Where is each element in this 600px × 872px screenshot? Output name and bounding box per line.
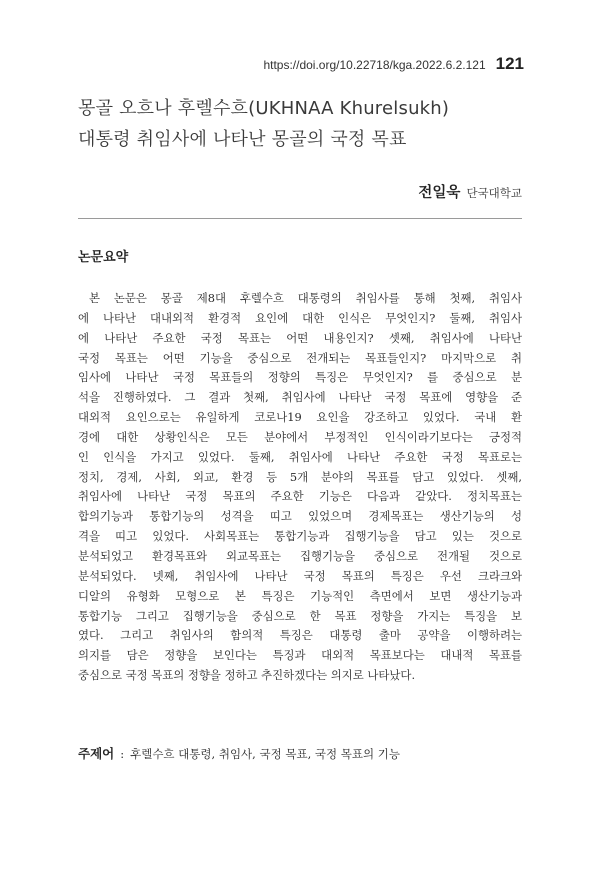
abstract-line: 정치, 경제, 사회, 외교, 환경 등 5개 분야의 목표를 담고 있었다. 셋째,: [78, 469, 522, 484]
abstract-body: [78, 289, 522, 686]
abstract-line: 취임사에 나타난 국정 목표의 주요한 기능은 다음과 같았다. 정치목표는: [78, 489, 522, 504]
abstract-line: 에 나타난 주요한 국정 목표는 어떤 내용인지? 셋째, 취임사에 나타난: [78, 330, 522, 345]
abstract-line: 에 나타난 대내외적 환경적 요인에 대한 인식은 무엇인지? 둘째, 취임사: [78, 310, 522, 325]
abstract-line: 경에 대한 상황인식은 모든 분야에서 부정적인 인식이라기보다는 긍정적: [78, 429, 522, 444]
author-affiliation: 단국대학교: [466, 186, 522, 200]
abstract-line: 인 인식을 가지고 있었다. 둘째, 취임사에 나타난 주요한 국정 목표로는: [78, 449, 522, 464]
title-line: 몽골 오흐나 후렐수흐(UKHNAA Khurelsukh): [78, 98, 450, 119]
title-line: 대통령 취임사에 나타난 몽골의 국정 목표: [78, 129, 407, 150]
page-header: [263, 54, 524, 74]
keywords: [78, 744, 400, 762]
abstract-heading: 논문요약: [78, 250, 129, 265]
paper-title: [78, 93, 538, 155]
abstract-line: 통합기능 그리고 집행기능을 중심으로 한 목표 정향을 가지는 특징을 보: [78, 608, 522, 623]
abstract-line: 국정 목표는 어떤 기능을 중심으로 전개되는 목표들인지? 마지막으로 취: [78, 350, 522, 365]
abstract-line: 대외적 요인으로는 유일하게 코로나19 요인을 강조하고 있었다. 국내 환: [78, 410, 522, 425]
author-block: [418, 181, 522, 202]
author-name: 전일욱: [418, 185, 461, 201]
keywords-label: 주제어: [78, 746, 115, 761]
abstract-line: 였다. 그리고 취임사의 함의적 특징은 대통령 출마 공약을 이행하려는: [78, 628, 522, 643]
abstract-line: 합의기능과 통합기능의 성격을 띠고 있었으며 경제목표는 생산기능의 성: [78, 509, 522, 524]
keywords-text: 후렐수흐 대통령, 취임사, 국정 목표, 국정 목표의 기능: [130, 747, 400, 761]
abstract-line: 디알의 유형화 모형으로 본 특징은 기능적인 측면에서 보면 생산기능과: [78, 588, 522, 603]
abstract-line: 중심으로 국정 목표의 정향을 정하고 추진하겠다는 의지로 나타났다.: [78, 668, 416, 683]
abstract-line: 본 논문은 몽골 제8대 후렐수흐 대통령의 취임사를 통해 첫째, 취임사: [89, 291, 522, 305]
abstract-line: 석을 진행하였다. 그 결과 첫째, 취임사에 나타난 국정 목표에 영향을 준: [78, 390, 522, 405]
page-number: 121: [495, 54, 524, 73]
abstract-line: 격을 띠고 있었다. 사회목표는 통합기능과 집행기능을 담고 있는 것으로: [78, 529, 522, 544]
doi-link[interactable]: https://doi.org/10.22718/kga.2022.6.2.121: [263, 58, 486, 72]
abstract-line: 의지를 담은 정향을 보인다는 특징과 대외적 목표보다는 대내적 목표를: [78, 648, 522, 663]
abstract-line: 분석되었다. 넷째, 취임사에 나타난 국정 목표의 특징은 우선 크라크와: [78, 568, 522, 583]
keywords-separator: :: [120, 747, 125, 761]
abstract-line: 분석되었고 환경목표와 외교목표는 집행기능을 중심으로 전개될 것으로: [78, 548, 522, 563]
title-divider: [78, 218, 522, 219]
abstract-line: 임사에 나타난 국정 목표들의 정향의 특징은 무엇인지? 를 중심으로 분: [78, 370, 522, 385]
